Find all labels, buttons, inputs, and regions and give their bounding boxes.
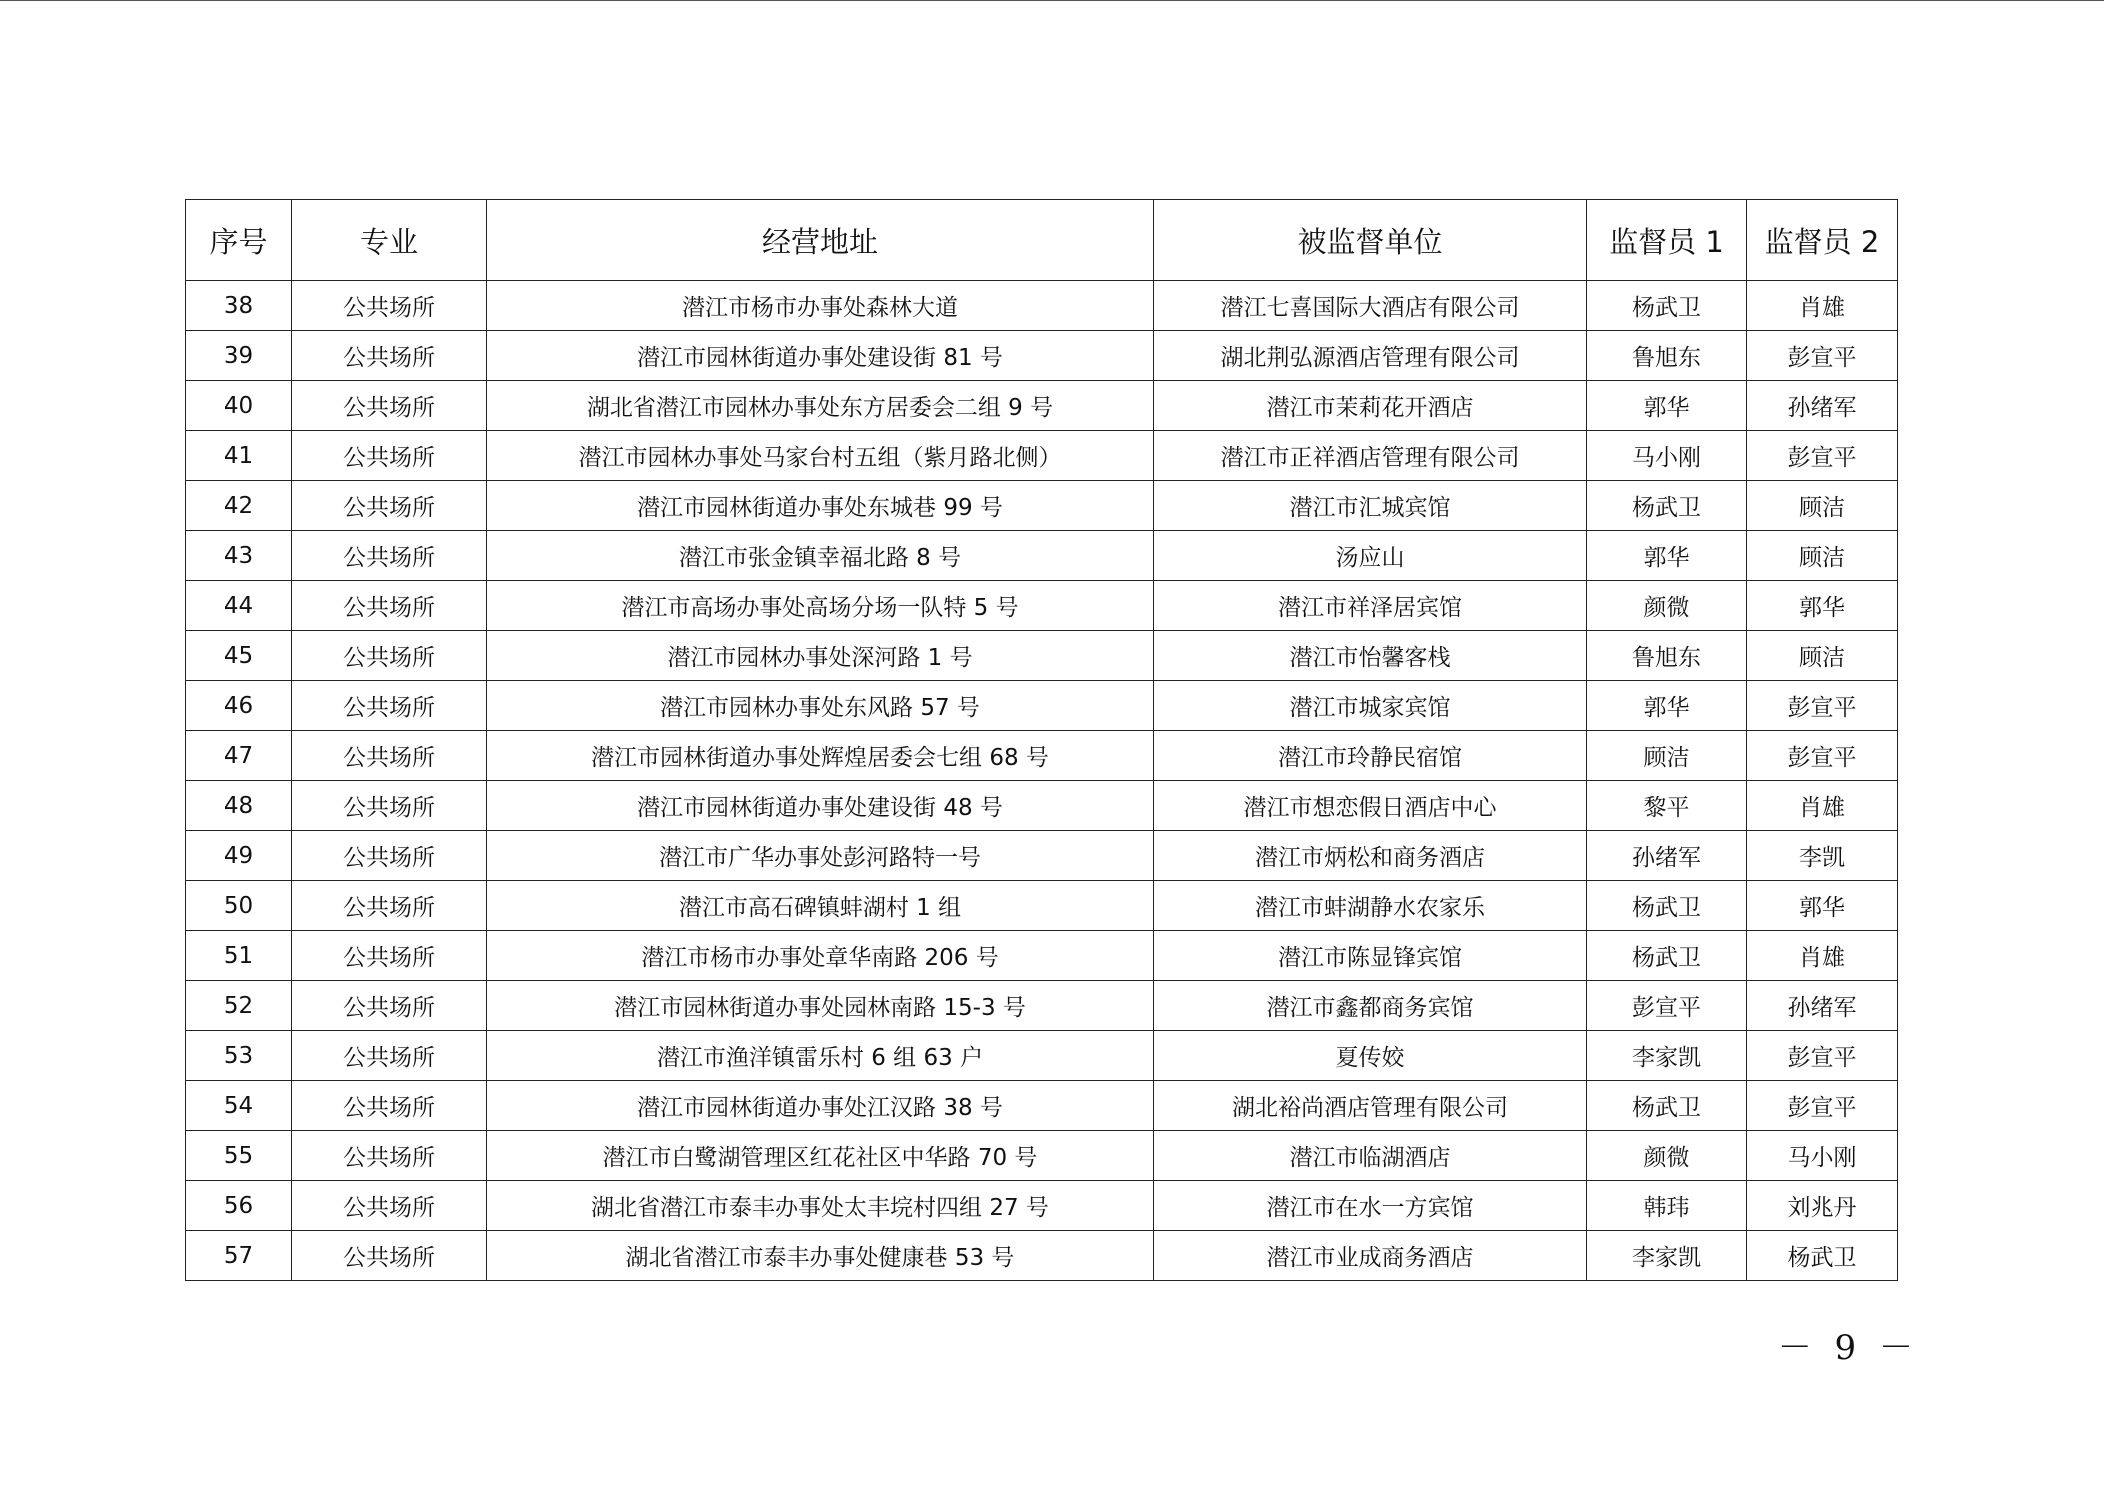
cell-address: 湖北省潜江市泰丰办事处太丰垸村四组 27 号 [487, 1181, 1154, 1231]
cell-address: 潜江市广华办事处彭河路特一号 [487, 831, 1154, 881]
cell-category: 公共场所 [292, 531, 487, 581]
cell-supervisor-2: 马小刚 [1747, 1131, 1898, 1181]
cell-supervisor-1: 杨武卫 [1587, 881, 1747, 931]
cell-supervisor-1: 孙绪军 [1587, 831, 1747, 881]
cell-index: 39 [186, 331, 292, 381]
cell-supervisor-1: 李家凯 [1587, 1031, 1747, 1081]
cell-address: 湖北省潜江市泰丰办事处健康巷 53 号 [487, 1231, 1154, 1281]
cell-supervisor-1: 郭华 [1587, 381, 1747, 431]
cell-index: 50 [186, 881, 292, 931]
cell-unit: 潜江市临湖酒店 [1154, 1131, 1587, 1181]
cell-unit: 潜江市玲静民宿馆 [1154, 731, 1587, 781]
cell-supervisor-1: 杨武卫 [1587, 281, 1747, 331]
cell-address: 潜江市白鹭湖管理区红花社区中华路 70 号 [487, 1131, 1154, 1181]
table-row [186, 1181, 1898, 1231]
cell-unit: 潜江市正祥酒店管理有限公司 [1154, 431, 1587, 481]
cell-unit: 潜江七喜国际大酒店有限公司 [1154, 281, 1587, 331]
table-row [186, 731, 1898, 781]
cell-index: 43 [186, 531, 292, 581]
cell-supervisor-1: 彭宣平 [1587, 981, 1747, 1031]
cell-supervisor-1: 鲁旭东 [1587, 331, 1747, 381]
cell-address: 潜江市渔洋镇雷乐村 6 组 63 户 [487, 1031, 1154, 1081]
cell-unit: 潜江市城家宾馆 [1154, 681, 1587, 731]
cell-index: 52 [186, 981, 292, 1031]
page-number: － 9 － [1777, 1328, 1919, 1368]
table-row [186, 1131, 1898, 1181]
cell-address: 潜江市园林街道办事处江汉路 38 号 [487, 1081, 1154, 1131]
header-cell-address: 经营地址 [487, 200, 1154, 281]
table-row [186, 681, 1898, 731]
table-row [186, 381, 1898, 431]
cell-category: 公共场所 [292, 931, 487, 981]
cell-unit: 夏传姣 [1154, 1031, 1587, 1081]
cell-category: 公共场所 [292, 1131, 487, 1181]
cell-supervisor-2: 彭宣平 [1747, 731, 1898, 781]
cell-unit: 潜江市祥泽居宾馆 [1154, 581, 1587, 631]
cell-category: 公共场所 [292, 331, 487, 381]
cell-address: 潜江市高场办事处高场分场一队特 5 号 [487, 581, 1154, 631]
cell-index: 46 [186, 681, 292, 731]
cell-unit: 潜江市业成商务酒店 [1154, 1231, 1587, 1281]
cell-supervisor-1: 顾洁 [1587, 731, 1747, 781]
cell-category: 公共场所 [292, 881, 487, 931]
cell-supervisor-2: 刘兆丹 [1747, 1181, 1898, 1231]
cell-supervisor-1: 郭华 [1587, 681, 1747, 731]
cell-index: 49 [186, 831, 292, 881]
cell-category: 公共场所 [292, 431, 487, 481]
cell-supervisor-2: 杨武卫 [1747, 1231, 1898, 1281]
header-cell-index: 序号 [186, 200, 292, 281]
cell-address: 湖北省潜江市园林办事处东方居委会二组 9 号 [487, 381, 1154, 431]
cell-unit: 潜江市茉莉花开酒店 [1154, 381, 1587, 431]
cell-category: 公共场所 [292, 981, 487, 1031]
cell-address: 潜江市园林办事处东风路 57 号 [487, 681, 1154, 731]
cell-category: 公共场所 [292, 1031, 487, 1081]
cell-index: 40 [186, 381, 292, 431]
cell-category: 公共场所 [292, 581, 487, 631]
cell-index: 45 [186, 631, 292, 681]
cell-index: 48 [186, 781, 292, 831]
cell-address: 潜江市张金镇幸福北路 8 号 [487, 531, 1154, 581]
header-cell-unit: 被监督单位 [1154, 200, 1587, 281]
table-row [186, 1081, 1898, 1131]
cell-supervisor-2: 孙绪军 [1747, 381, 1898, 431]
cell-supervisor-2: 彭宣平 [1747, 431, 1898, 481]
table-row [186, 781, 1898, 831]
cell-supervisor-2: 肖雄 [1747, 281, 1898, 331]
cell-category: 公共场所 [292, 781, 487, 831]
cell-category: 公共场所 [292, 481, 487, 531]
table-header [186, 200, 1898, 281]
cell-unit: 潜江市蚌湖静水农家乐 [1154, 881, 1587, 931]
cell-supervisor-1: 李家凯 [1587, 1231, 1747, 1281]
cell-address: 潜江市园林街道办事处辉煌居委会七组 68 号 [487, 731, 1154, 781]
table-row [186, 281, 1898, 331]
cell-supervisor-2: 彭宣平 [1747, 1081, 1898, 1131]
table-row [186, 931, 1898, 981]
cell-supervisor-1: 杨武卫 [1587, 481, 1747, 531]
cell-supervisor-1: 马小刚 [1587, 431, 1747, 481]
cell-supervisor-2: 肖雄 [1747, 781, 1898, 831]
cell-unit: 潜江市炳松和商务酒店 [1154, 831, 1587, 881]
cell-category: 公共场所 [292, 281, 487, 331]
table-row [186, 531, 1898, 581]
cell-unit: 潜江市陈显锋宾馆 [1154, 931, 1587, 981]
cell-unit: 潜江市想恋假日酒店中心 [1154, 781, 1587, 831]
cell-category: 公共场所 [292, 1181, 487, 1231]
supervision-table [185, 199, 1898, 1281]
cell-index: 56 [186, 1181, 292, 1231]
table-row [186, 831, 1898, 881]
cell-address: 潜江市园林办事处马家台村五组（紫月路北侧） [487, 431, 1154, 481]
cell-unit: 潜江市怡馨客栈 [1154, 631, 1587, 681]
table-row [186, 1231, 1898, 1281]
table-row [186, 331, 1898, 381]
cell-address: 潜江市园林街道办事处建设街 48 号 [487, 781, 1154, 831]
cell-supervisor-2: 肖雄 [1747, 931, 1898, 981]
cell-supervisor-1: 郭华 [1587, 531, 1747, 581]
cell-supervisor-2: 顾洁 [1747, 531, 1898, 581]
cell-category: 公共场所 [292, 681, 487, 731]
cell-unit: 潜江市在水一方宾馆 [1154, 1181, 1587, 1231]
cell-supervisor-2: 顾洁 [1747, 631, 1898, 681]
table-row [186, 631, 1898, 681]
cell-category: 公共场所 [292, 831, 487, 881]
cell-supervisor-1: 杨武卫 [1587, 931, 1747, 981]
cell-category: 公共场所 [292, 1231, 487, 1281]
cell-category: 公共场所 [292, 1081, 487, 1131]
cell-index: 54 [186, 1081, 292, 1131]
cell-address: 潜江市园林办事处深河路 1 号 [487, 631, 1154, 681]
cell-supervisor-2: 郭华 [1747, 881, 1898, 931]
header-cell-supervisor-1: 监督员 1 [1587, 200, 1747, 281]
cell-supervisor-2: 顾洁 [1747, 481, 1898, 531]
cell-category: 公共场所 [292, 631, 487, 681]
cell-unit: 湖北裕尚酒店管理有限公司 [1154, 1081, 1587, 1131]
table-row [186, 1031, 1898, 1081]
cell-supervisor-1: 鲁旭东 [1587, 631, 1747, 681]
cell-address: 潜江市园林街道办事处建设街 81 号 [487, 331, 1154, 381]
table-row [186, 481, 1898, 531]
cell-address: 潜江市高石碑镇蚌湖村 1 组 [487, 881, 1154, 931]
cell-supervisor-2: 彭宣平 [1747, 1031, 1898, 1081]
cell-address: 潜江市杨市办事处森林大道 [487, 281, 1154, 331]
cell-supervisor-1: 颜微 [1587, 1131, 1747, 1181]
header-cell-supervisor-2: 监督员 2 [1747, 200, 1898, 281]
cell-index: 57 [186, 1231, 292, 1281]
cell-supervisor-1: 颜微 [1587, 581, 1747, 631]
cell-index: 47 [186, 731, 292, 781]
cell-supervisor-2: 彭宣平 [1747, 331, 1898, 381]
cell-supervisor-2: 李凯 [1747, 831, 1898, 881]
cell-supervisor-1: 杨武卫 [1587, 1081, 1747, 1131]
cell-supervisor-2: 彭宣平 [1747, 681, 1898, 731]
header-cell-category: 专业 [292, 200, 487, 281]
cell-index: 44 [186, 581, 292, 631]
cell-index: 53 [186, 1031, 292, 1081]
cell-index: 51 [186, 931, 292, 981]
cell-index: 41 [186, 431, 292, 481]
cell-address: 潜江市杨市办事处章华南路 206 号 [487, 931, 1154, 981]
cell-category: 公共场所 [292, 731, 487, 781]
cell-supervisor-1: 黎平 [1587, 781, 1747, 831]
cell-address: 潜江市园林街道办事处东城巷 99 号 [487, 481, 1154, 531]
table-row [186, 981, 1898, 1031]
cell-unit: 潜江市鑫都商务宾馆 [1154, 981, 1587, 1031]
cell-category: 公共场所 [292, 381, 487, 431]
table-row [186, 581, 1898, 631]
table-body [186, 281, 1898, 1281]
cell-index: 55 [186, 1131, 292, 1181]
cell-unit: 湖北荆弘源酒店管理有限公司 [1154, 331, 1587, 381]
cell-index: 38 [186, 281, 292, 331]
cell-supervisor-2: 郭华 [1747, 581, 1898, 631]
cell-index: 42 [186, 481, 292, 531]
cell-supervisor-1: 韩玮 [1587, 1181, 1747, 1231]
table-row [186, 881, 1898, 931]
table-row [186, 431, 1898, 481]
page-top-border [0, 0, 2104, 1]
header-row [186, 200, 1898, 281]
cell-address: 潜江市园林街道办事处园林南路 15-3 号 [487, 981, 1154, 1031]
cell-unit: 潜江市汇城宾馆 [1154, 481, 1587, 531]
cell-supervisor-2: 孙绪军 [1747, 981, 1898, 1031]
cell-unit: 汤应山 [1154, 531, 1587, 581]
